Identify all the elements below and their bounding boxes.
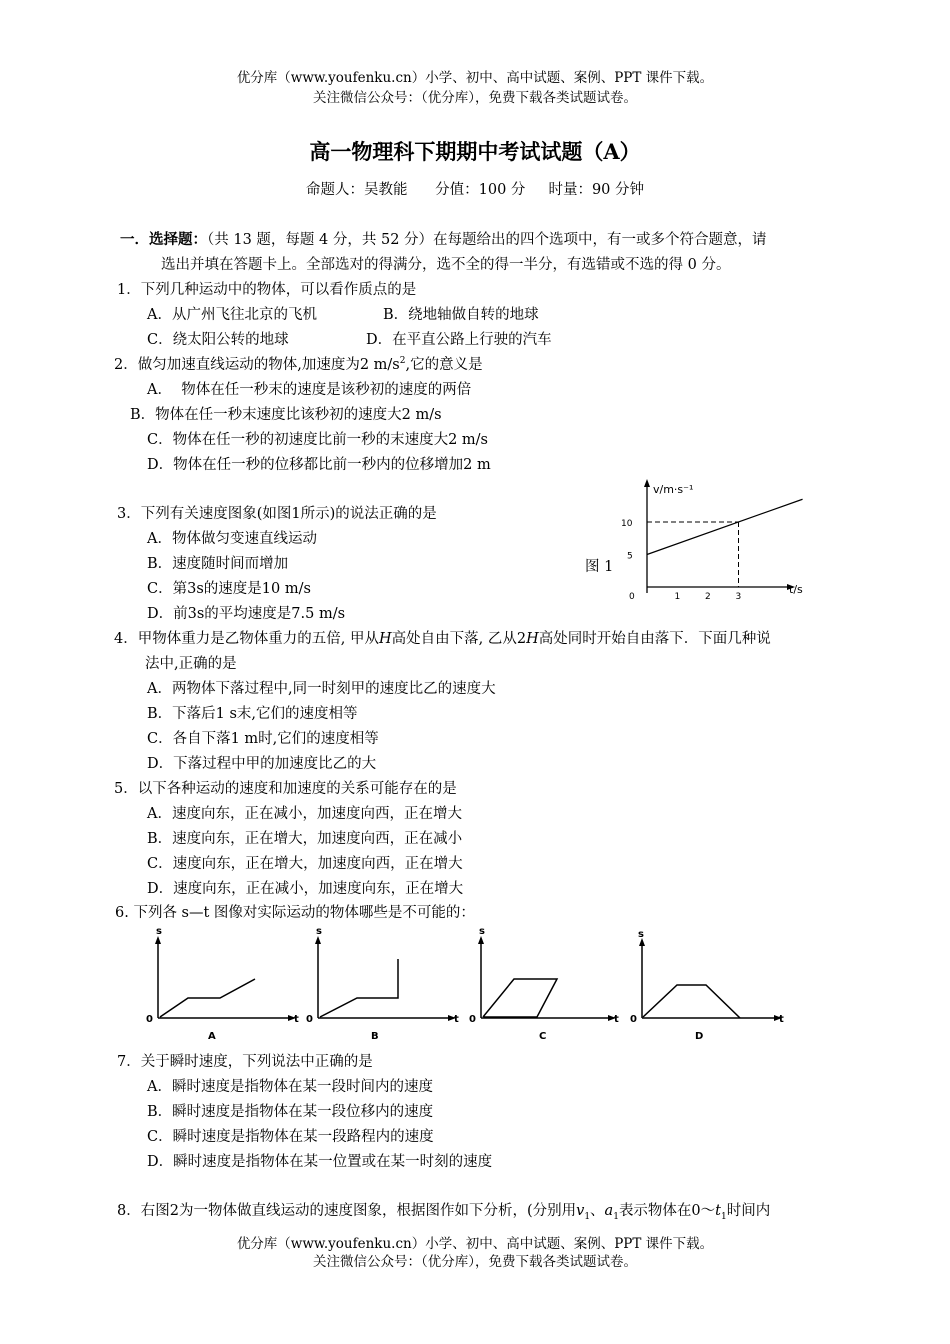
q8-a: a [604, 1203, 614, 1219]
header-line-2: 关注微信公众号：（优分库），免费下载各类试题试卷。 [313, 90, 637, 106]
graph-c-origin: 0 [469, 1014, 476, 1025]
q7-option-d: D．瞬时速度是指物体在某一位置或在某一时刻的速度 [147, 1154, 493, 1170]
graph-b-s-label: s [316, 926, 322, 937]
graph-b-origin: 0 [306, 1014, 313, 1025]
section-1-intro-2: 选出并填在答题卡上。全部选对的得满分，选不全的得一半分，有选错或不选的得 0 分。 [161, 257, 731, 273]
q8-v: v [576, 1203, 585, 1219]
figure-1-vt-graph [615, 475, 815, 605]
q3-option-a: A．物体做匀变速直线运动 [147, 531, 317, 547]
q4-h2: H [526, 631, 539, 647]
fig1-origin: 0 [629, 592, 635, 602]
q8-stem [117, 1199, 770, 1222]
graph-c-t-label: t [614, 1014, 619, 1025]
q8-stem-a: 8．右图2为一物体做直线运动的速度图象，根据图作如下分析，(分别用 [117, 1203, 577, 1219]
footer-line-2: 关注微信公众号：（优分库），免费下载各类试题试卷。 [313, 1254, 637, 1270]
q4-option-a: A．两物体下落过程中,同一时刻甲的速度比乙的速度大 [147, 681, 496, 697]
q8-sep: 、 [590, 1203, 605, 1219]
graph-b-name: B [371, 1031, 379, 1042]
q8-stem-c: 时间内 [726, 1203, 771, 1219]
graph-a-t-label: t [294, 1014, 299, 1025]
q8-stem-b: 表示物体在0～ [618, 1203, 716, 1219]
q4-stem-b: 高处自由下落, 乙从2 [391, 631, 527, 647]
q2-option-c: C．物体在任一秒的初速度比前一秒的末速度大2 m/s [147, 432, 489, 448]
exam-title: 高一物理科下期期中考试试题（A） [309, 139, 641, 164]
graph-d-origin: 0 [630, 1014, 637, 1025]
fig1-y-tick-5: 5 [627, 551, 633, 562]
fig1-velocity-line [647, 499, 803, 554]
graph-a-s-label: s [156, 926, 162, 937]
q1-option-a: A．从广州飞往北京的飞机 [147, 307, 317, 323]
q6-graph-a [146, 926, 299, 1042]
q2-option-a: A． 物体在任一秒末的速度是该秒初的速度的两倍 [147, 382, 472, 398]
q5-option-d: D．速度向东，正在减小，加速度向东，正在增大 [147, 881, 464, 897]
q6-graph-b [306, 926, 459, 1042]
graph-b-s-arrow-icon [315, 936, 321, 944]
q1-option-c: C．绕太阳公转的地球 [147, 332, 289, 348]
q3-option-c: C．第3s的速度是10 m/s [147, 581, 311, 597]
exam-meta: 命题人：吴教能 分值：100 分 时量：90 分钟 [305, 182, 645, 198]
q5-stem: 5．以下各种运动的速度和加速度的关系可能存在的是 [114, 781, 457, 797]
graph-d-name: D [695, 1031, 704, 1042]
q2-option-d: D．物体在任一秒的位移都比前一秒内的位移增加2 m [147, 457, 491, 473]
graph-a-origin: 0 [146, 1014, 153, 1025]
q5-option-c: C．速度向东，正在增大，加速度向西，正在增大 [147, 856, 463, 872]
figure-1-label: 图 1 [585, 559, 614, 575]
graph-c-s-label: s [479, 926, 485, 937]
q8-v-sub: 1 [584, 1211, 591, 1222]
q5-option-a: A．速度向东，正在减小，加速度向西，正在增大 [147, 806, 462, 822]
q3-option-b: B．速度随时间而增加 [147, 556, 289, 572]
section-1-intro: （共 13 题，每题 4 分，共 52 分）在每题给出的四个选项中，有一或多个符合题意，请 [207, 232, 767, 248]
fig1-x-tick-2: 2 [705, 592, 711, 602]
graph-d-t-label: t [779, 1014, 784, 1025]
q2-stem [114, 353, 483, 374]
q5-option-b: B．速度向东，正在增大，加速度向西，正在减小 [147, 831, 463, 847]
q2-stem-sup: 2 [399, 356, 406, 367]
graph-c-name: C [539, 1031, 547, 1042]
q6-st-graphs [140, 922, 800, 1047]
footer-line-1: 优分库（www.youfenku.cn）小学、初中、高中试题、案例、PPT 课件下载。 [236, 1236, 714, 1252]
q1-stem: 1．下列几种运动中的物体，可以看作质点的是 [117, 282, 417, 298]
section-1-label: 一．选择题： [120, 231, 207, 248]
graph-a-s-arrow-icon [155, 936, 161, 944]
fig1-x-tick-1: 1 [674, 592, 681, 602]
q2-stem-post: ,它的意义是 [405, 357, 483, 373]
q4-option-b: B．下落后1 s末,它们的速度相等 [147, 706, 358, 722]
q2-option-b: B．物体在任一秒末速度比该秒初的速度大2 m/s [130, 407, 442, 423]
graph-d-curve [643, 985, 740, 1018]
q4-stem-2: 法中,正确的是 [145, 656, 237, 672]
q2-stem-pre: 2．做匀加速直线运动的物体,加速度为2 m/s [114, 357, 400, 373]
q7-option-c: C．瞬时速度是指物体在某一段路程内的速度 [147, 1129, 434, 1145]
section-1-heading [120, 228, 767, 249]
q4-option-d: D．下落过程中甲的加速度比乙的大 [147, 756, 377, 772]
q7-option-b: B．瞬时速度是指物体在某一段位移内的速度 [147, 1104, 434, 1120]
graph-d-s-label: s [638, 929, 644, 940]
graph-c-curve [483, 979, 557, 1017]
q3-stem: 3．下列有关速度图象(如图1所示)的说法正确的是 [117, 506, 437, 522]
q4-stem [114, 627, 771, 648]
graph-b-curve [320, 959, 398, 1017]
q6-graph-c [469, 926, 619, 1042]
q4-h1: H [378, 631, 392, 647]
q8-a-sub: 1 [613, 1211, 619, 1222]
q8-t: t [715, 1203, 721, 1219]
fig1-y-label: v/m·s⁻¹ [653, 483, 694, 496]
graph-a-name: A [208, 1031, 216, 1042]
q1-option-d: D．在平直公路上行驶的汽车 [366, 332, 552, 348]
fig1-y-arrow-icon [644, 479, 650, 487]
header-line-1: 优分库（www.youfenku.cn）小学、初中、高中试题、案例、PPT 课件下载。 [236, 70, 714, 86]
q7-option-a: A．瞬时速度是指物体在某一段时间内的速度 [147, 1079, 433, 1095]
q6-stem: 6. 下列各 s—t 图像对实际运动的物体哪些是不可能的： [115, 905, 475, 921]
graph-a-curve [160, 979, 255, 1017]
q4-stem-c: 高处同时开始自由落下．下面几种说 [538, 631, 771, 647]
q7-stem: 7．关于瞬时速度，下列说法中正确的是 [117, 1054, 373, 1070]
fig1-x-label: t/s [789, 583, 803, 596]
graph-c-s-arrow-icon [478, 936, 484, 944]
graph-b-t-label: t [454, 1014, 459, 1025]
fig1-x-tick-3: 3 [735, 592, 742, 602]
q1-option-b: B．绕地轴做自转的地球 [383, 307, 539, 323]
q6-graph-d [630, 929, 784, 1042]
fig1-y-tick-10: 10 [621, 519, 633, 529]
q8-t-sub: 1 [721, 1211, 727, 1222]
q3-option-d: D．前3s的平均速度是7.5 m/s [147, 606, 346, 622]
q4-option-c: C．各自下落1 m时,它们的速度相等 [147, 731, 379, 747]
q4-stem-a: 4．甲物体重力是乙物体重力的五倍, 甲从 [114, 631, 379, 647]
